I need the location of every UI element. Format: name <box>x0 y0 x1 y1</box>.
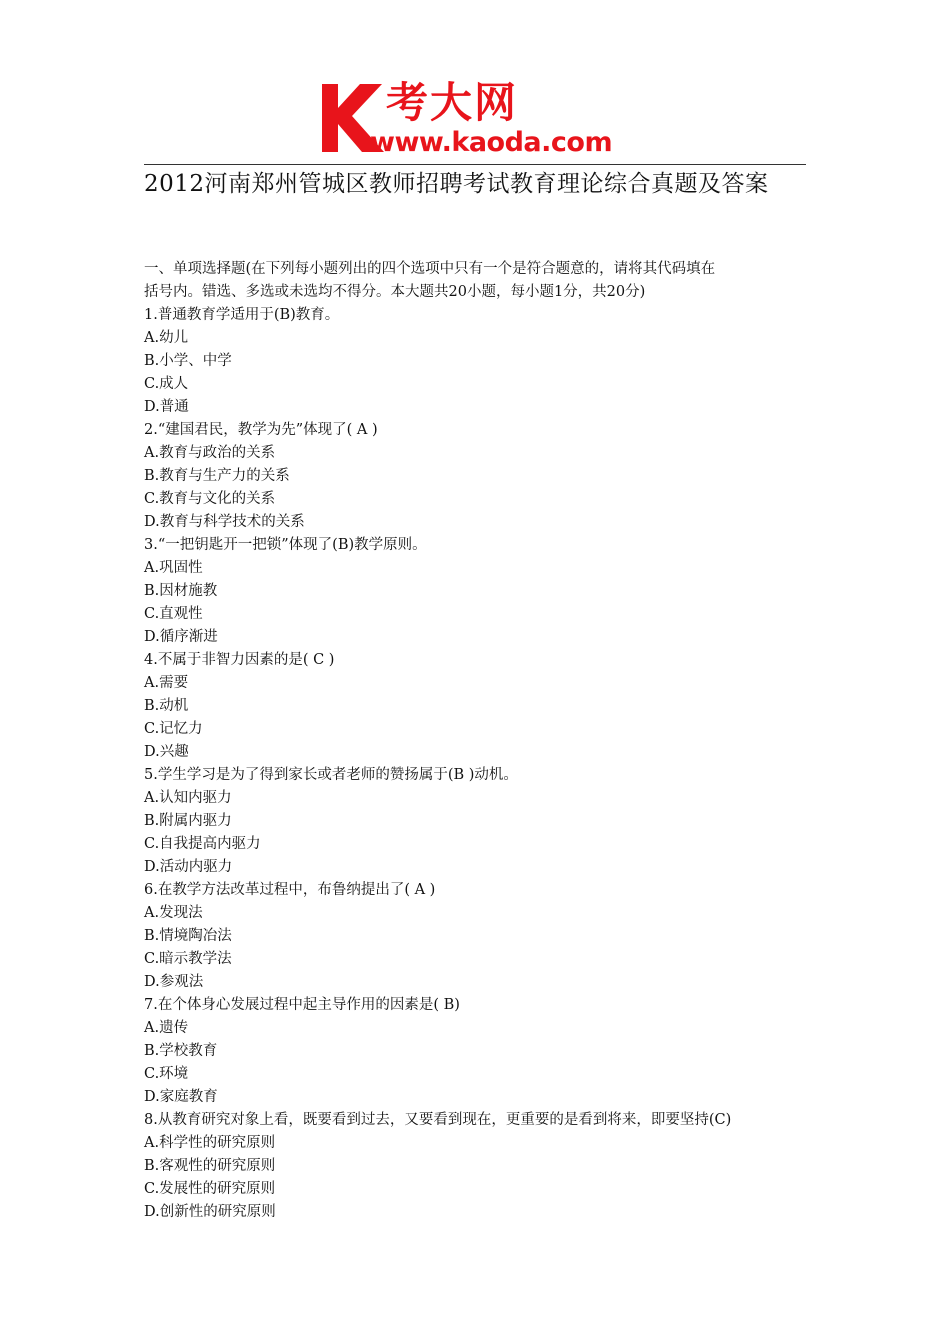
text-line: C.发展性的研究原则 <box>144 1181 276 1197</box>
text-line: B.学校教育 <box>144 1043 218 1059</box>
text-line: 括号内。错选、多选或未选均不得分。本大题共20小题，每小题1分，共20分) <box>144 284 646 300</box>
text-line: 6.在教学方法改革过程中，布鲁纳提出了( A ) <box>144 882 436 898</box>
text-line: B.小学、中学 <box>144 353 232 369</box>
text-line: 8.从教育研究对象上看，既要看到过去，又要看到现在，更重要的是看到将来，即要坚持(C) <box>144 1112 732 1128</box>
text-line: D.活动内驱力 <box>144 859 233 875</box>
text-line: D.兴趣 <box>144 744 189 760</box>
text-line: 一、单项选择题(在下列每小题列出的四个选项中只有一个是符合题意的，请将其代码填在 <box>144 261 716 277</box>
logo-url-text: www.kaoda.com <box>370 127 613 158</box>
text-line: A.遗传 <box>144 1020 189 1036</box>
document-title: 2012河南郑州管城区教师招聘考试教育理论综合真题及答案 <box>144 171 769 197</box>
text-line: 5.学生学习是为了得到家长或者老师的赞扬属于(B )动机。 <box>144 767 518 783</box>
text-line: A.科学性的研究原则 <box>144 1135 276 1151</box>
document-body <box>144 258 814 1224</box>
text-line: B.因材施教 <box>144 583 218 599</box>
text-line: A.发现法 <box>144 905 203 921</box>
header-divider <box>144 164 806 165</box>
text-line: C.直观性 <box>144 606 203 622</box>
text-line: A.巩固性 <box>144 560 203 576</box>
logo-brand-text: 考大网 <box>386 78 519 127</box>
text-line: B.客观性的研究原则 <box>144 1158 276 1174</box>
text-line: C.自我提高内驱力 <box>144 836 261 852</box>
text-line: B.附属内驱力 <box>144 813 232 829</box>
text-line: D.循序渐进 <box>144 629 218 645</box>
text-line: C.记忆力 <box>144 721 203 737</box>
text-line: B.动机 <box>144 698 189 714</box>
kaoda-logo <box>318 78 648 164</box>
text-line: A.需要 <box>144 675 189 691</box>
text-line: D.参观法 <box>144 974 204 990</box>
text-line: C.成人 <box>144 376 189 392</box>
text-line: 1.普通教育学适用于(B)教育。 <box>144 307 340 323</box>
text-line: 3.“一把钥匙开一把锁”体现了(B)教学原则。 <box>144 537 427 553</box>
text-line: C.环境 <box>144 1066 189 1082</box>
text-line: B.情境陶冶法 <box>144 928 232 944</box>
text-line: C.暗示教学法 <box>144 951 232 967</box>
text-line: D.创新性的研究原则 <box>144 1204 276 1220</box>
text-line: 2.“建国君民，教学为先”体现了( A ) <box>144 422 378 438</box>
text-line: A.教育与政治的关系 <box>144 445 276 461</box>
text-line: A.认知内驱力 <box>144 790 232 806</box>
text-line: 7.在个体身心发展过程中起主导作用的因素是( B) <box>144 997 460 1013</box>
text-line: D.教育与科学技术的关系 <box>144 514 305 530</box>
text-line: 4.不属于非智力因素的是( C ) <box>144 652 335 668</box>
text-line: D.家庭教育 <box>144 1089 218 1105</box>
text-line: B.教育与生产力的关系 <box>144 468 290 484</box>
text-line: A.幼儿 <box>144 330 189 346</box>
text-line: D.普通 <box>144 399 189 415</box>
text-line: C.教育与文化的关系 <box>144 491 276 507</box>
